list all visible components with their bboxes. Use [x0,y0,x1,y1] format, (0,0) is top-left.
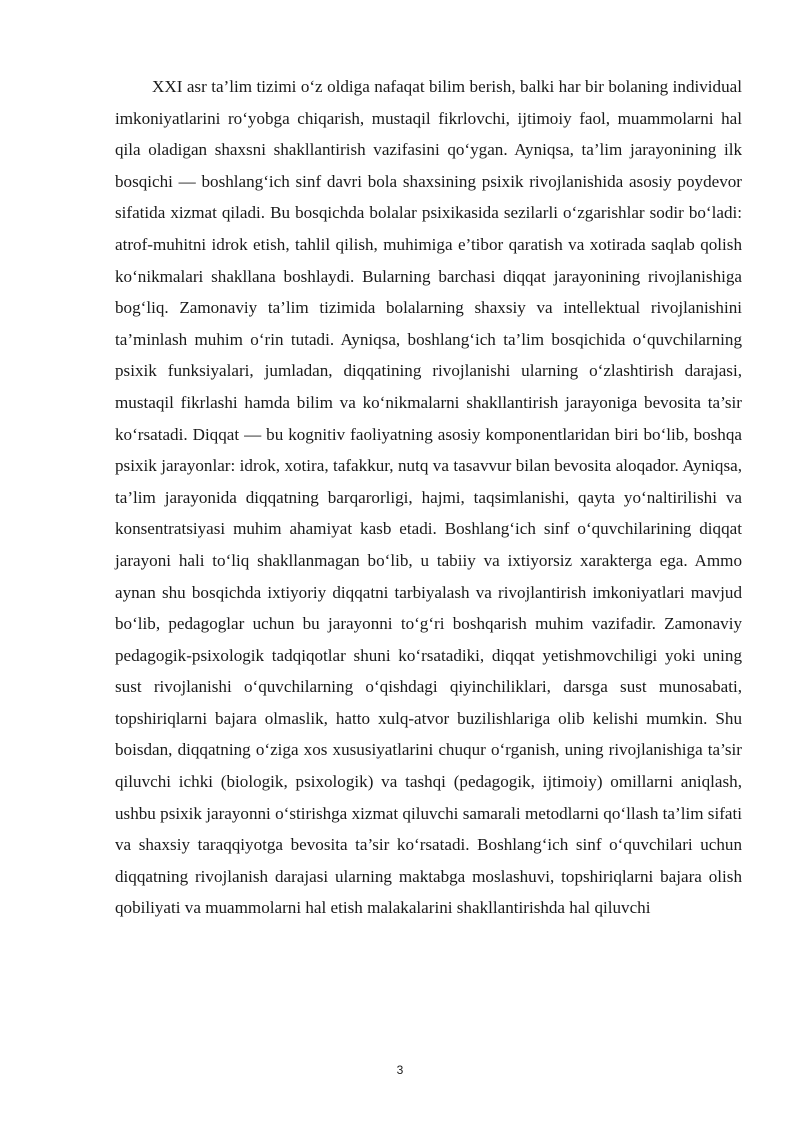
page-number: 3 [396,1063,404,1077]
body-paragraph: XXI asr ta’lim tizimi o‘z oldiga nafaqat bilim berish, balki har bir bolaning individual imkoniyatlarini ro‘yobga chiqarish, mustaqil fikrlovchi, ijtimoiy faol, muammolarni hal qila oladigan shaxsni shakllantirish vazifasini qo‘ygan. Ayniqsa, ta’lim jarayonining ilk bosqichi — boshlang‘ich sinf davri bola shaxsining psixik rivojlanishida asosiy poydevor sifatida xizmat qiladi. Bu bosqichda bolalar psixikasida sezilarli o‘zgarishlar sodir bo‘ladi: atrof-muhitni idrok etish, tahlil qilish, muhimiga e’tibor qaratish va xotirada saqlab qolish ko‘nikmalari shakllana boshlaydi. Bularning barchasi diqqat jarayonining rivojlanishiga bog‘liq. Zamonaviy ta’lim tizimida bolalarning shaxsiy va intellektual rivojlanishini ta’minlash muhim o‘rin tutadi. Ayniqsa, boshlang‘ich ta’lim bosqichida o‘quvchilarning psixik funksiyalari, jumladan, diqqatining rivojlanishi ularning o‘zlashtirish darajasi, mustaqil fikrlashi hamda bilim va ko‘nikmalarni shakllantirish jarayoniga bevosita ta’sir ko‘rsatadi. Diqqat — bu kognitiv faoliyatning asosiy komponentlaridan biri bo‘lib, boshqa psixik jarayonlar: idrok, xotira, tafakkur, nutq va tasavvur bilan bevosita aloqador. Ayniqsa, ta’lim jarayonida diqqatning barqarorligi, hajmi, taqsimlanishi, qayta yo‘naltirilishi va konsentratsiyasi muhim ahamiyat kasb etadi. Boshlang‘ich sinf o‘quvchilarining diqqat jarayoni hali to‘liq shakllanmagan bo‘lib, u tabiiy va ixtiyorsiz xarakterga ega. Ammo aynan shu bosqichda ixtiyoriy diqqatni tarbiyalash va rivojlantirish imkoniyatlari mavjud bo‘lib, pedagoglar uchun bu jarayonni to‘g‘ri boshqarish muhim vazifadir. Zamonaviy pedagogik-psixologik tadqiqotlar shuni ko‘rsatadiki, diqqat yetishmovchiligi yoki uning sust rivojlanishi o‘quvchilarning o‘qishdagi qiyinchiliklari, darsga sust munosabati, topshiriqlarni bajara olmaslik, hatto xulq-atvor buzilishlariga olib kelishi mumkin. Shu boisdan, diqqatning o‘ziga xos xususiyatlarini chuqur o‘rganish, uning rivojlanishiga ta’sir qiluvchi ichki (biologik, psixologik) va tashqi (pedagogik, ijtimoiy) omillarni aniqlash, ushbu psixik jarayonni o‘stirishga xizmat qiluvchi samarali metodlarni qo‘llash ta’lim sifati va shaxsiy taraqqiyotga bevosita ta’sir ko‘rsatadi. Boshlang‘ich sinf o‘quvchilari uchun diqqatning rivojlanish darajasi ularning maktabga moslashuvi, topshiriqlarni bajara olish qobiliyati va muammolarni hal etish malakalarini shakllantirishda hal qiluvchi [115,77,742,918]
